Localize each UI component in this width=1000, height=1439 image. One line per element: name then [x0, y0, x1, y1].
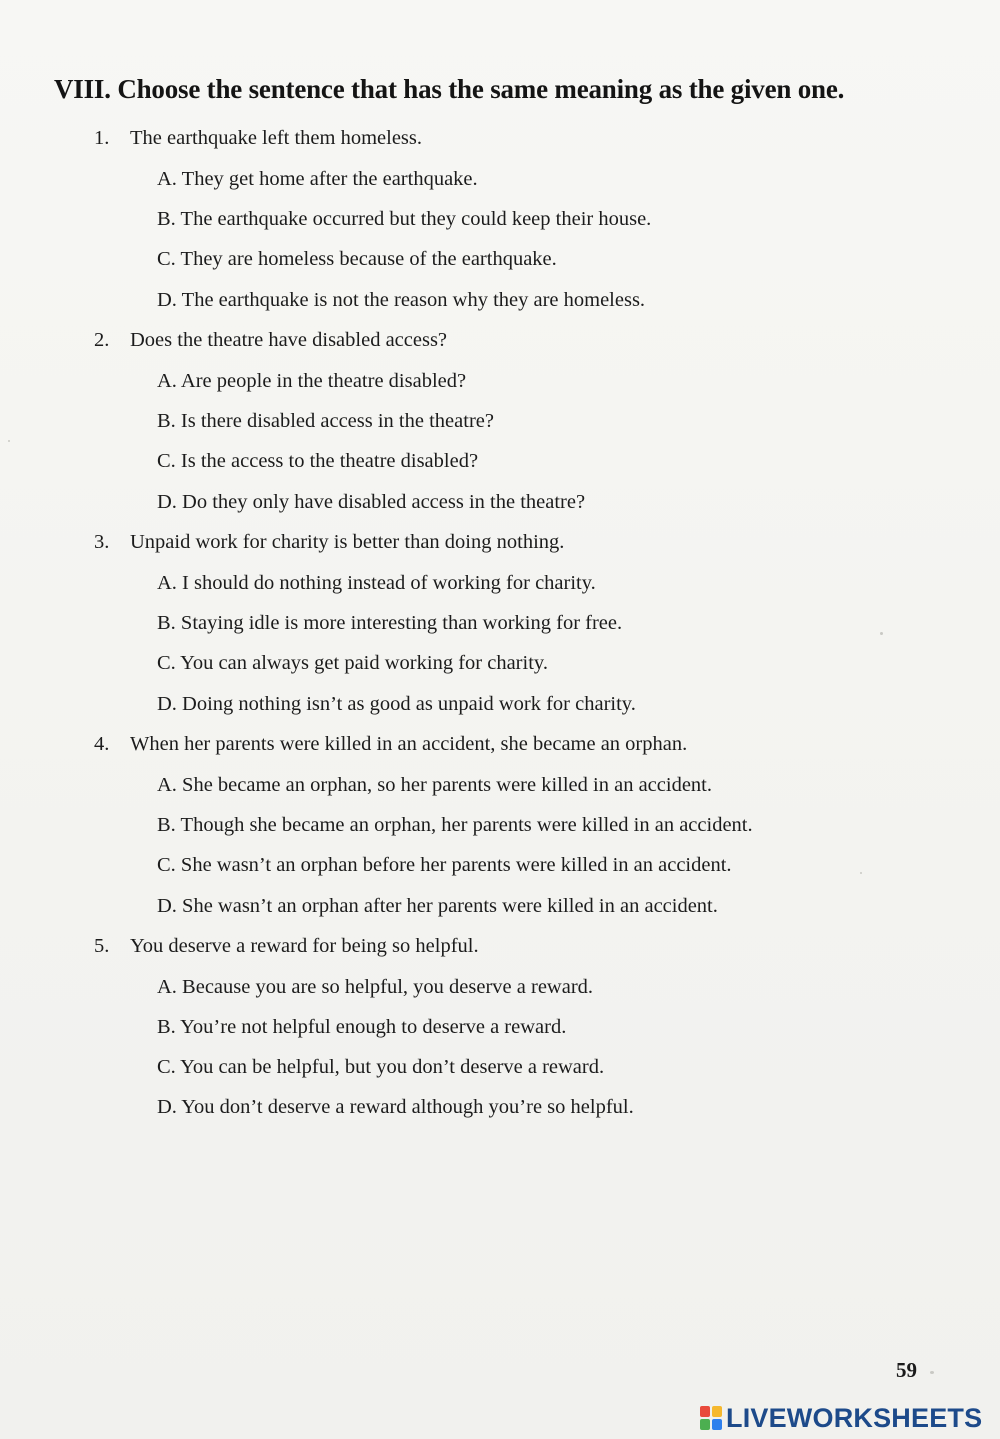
section-heading: VIII. Choose the sentence that has the same meaning as the given one.: [54, 74, 845, 104]
logo-square: [712, 1419, 722, 1430]
question-3: [94, 531, 564, 554]
option-3b[interactable]: B. Staying idle is more interesting than working for free.: [157, 612, 623, 634]
option-3c[interactable]: C. You can always get paid working for charity.: [157, 652, 548, 674]
option-1c[interactable]: C. They are homeless because of the earthquake.: [157, 248, 557, 270]
option-5d[interactable]: D. You don’t deserve a reward although you’re so helpful.: [157, 1096, 634, 1118]
logo-square: [700, 1419, 710, 1430]
liveworksheets-logo-icon: [700, 1406, 722, 1430]
logo-square: [712, 1406, 722, 1417]
question-text: The earthquake left them homeless.: [130, 127, 423, 149]
question-text: Does the theatre have disabled access?: [130, 329, 448, 351]
option-1b[interactable]: B. The earthquake occurred but they could keep their house.: [157, 208, 652, 230]
option-2a[interactable]: A. Are people in the theatre disabled?: [157, 370, 467, 392]
option-2b[interactable]: B. Is there disabled access in the theatre?: [157, 410, 494, 432]
question-text: You deserve a reward for being so helpful.: [130, 935, 479, 957]
brand-name: LIVEWORKSHEETS: [726, 1402, 983, 1433]
question-1: [94, 127, 422, 150]
option-4c[interactable]: C. She wasn’t an orphan before her parents were killed in an accident.: [157, 854, 732, 876]
question-number: 2.: [94, 329, 110, 351]
option-3d[interactable]: D. Doing nothing isn’t as good as unpaid work for charity.: [157, 693, 636, 715]
scan-speck: [8, 440, 10, 442]
question-2: [94, 329, 447, 352]
option-4a[interactable]: A. She became an orphan, so her parents were killed in an accident.: [157, 774, 712, 796]
question-text: When her parents were killed in an accident, she became an orphan.: [130, 733, 688, 755]
question-number: 5.: [94, 935, 110, 957]
option-1a[interactable]: A. They get home after the earthquake.: [157, 168, 478, 190]
question-text: Unpaid work for charity is better than doing nothing.: [130, 531, 565, 553]
option-3a[interactable]: A. I should do nothing instead of working for charity.: [157, 572, 596, 594]
question-4: [94, 733, 687, 756]
question-5: [94, 935, 479, 958]
option-4d[interactable]: D. She wasn’t an orphan after her parents were killed in an accident.: [157, 895, 718, 917]
option-5b[interactable]: B. You’re not helpful enough to deserve a reward.: [157, 1016, 567, 1038]
option-1d[interactable]: D. The earthquake is not the reason why they are homeless.: [157, 289, 646, 311]
liveworksheets-brand[interactable]: [700, 1402, 982, 1434]
question-number: 4.: [94, 733, 110, 755]
option-5a[interactable]: A. Because you are so helpful, you deserve a reward.: [157, 976, 594, 998]
option-2d[interactable]: D. Do they only have disabled access in the theatre?: [157, 491, 586, 513]
question-number: 1.: [94, 127, 110, 149]
question-number: 3.: [94, 531, 110, 553]
option-5c[interactable]: C. You can be helpful, but you don’t deserve a reward.: [157, 1056, 605, 1078]
scan-speck: [860, 872, 862, 874]
scan-speck: [930, 1371, 934, 1374]
scan-speck: [880, 632, 883, 635]
option-2c[interactable]: C. Is the access to the theatre disabled?: [157, 450, 479, 472]
page-number: 59: [896, 1358, 917, 1382]
option-4b[interactable]: B. Though she became an orphan, her parents were killed in an accident.: [157, 814, 753, 836]
logo-square: [700, 1406, 710, 1417]
